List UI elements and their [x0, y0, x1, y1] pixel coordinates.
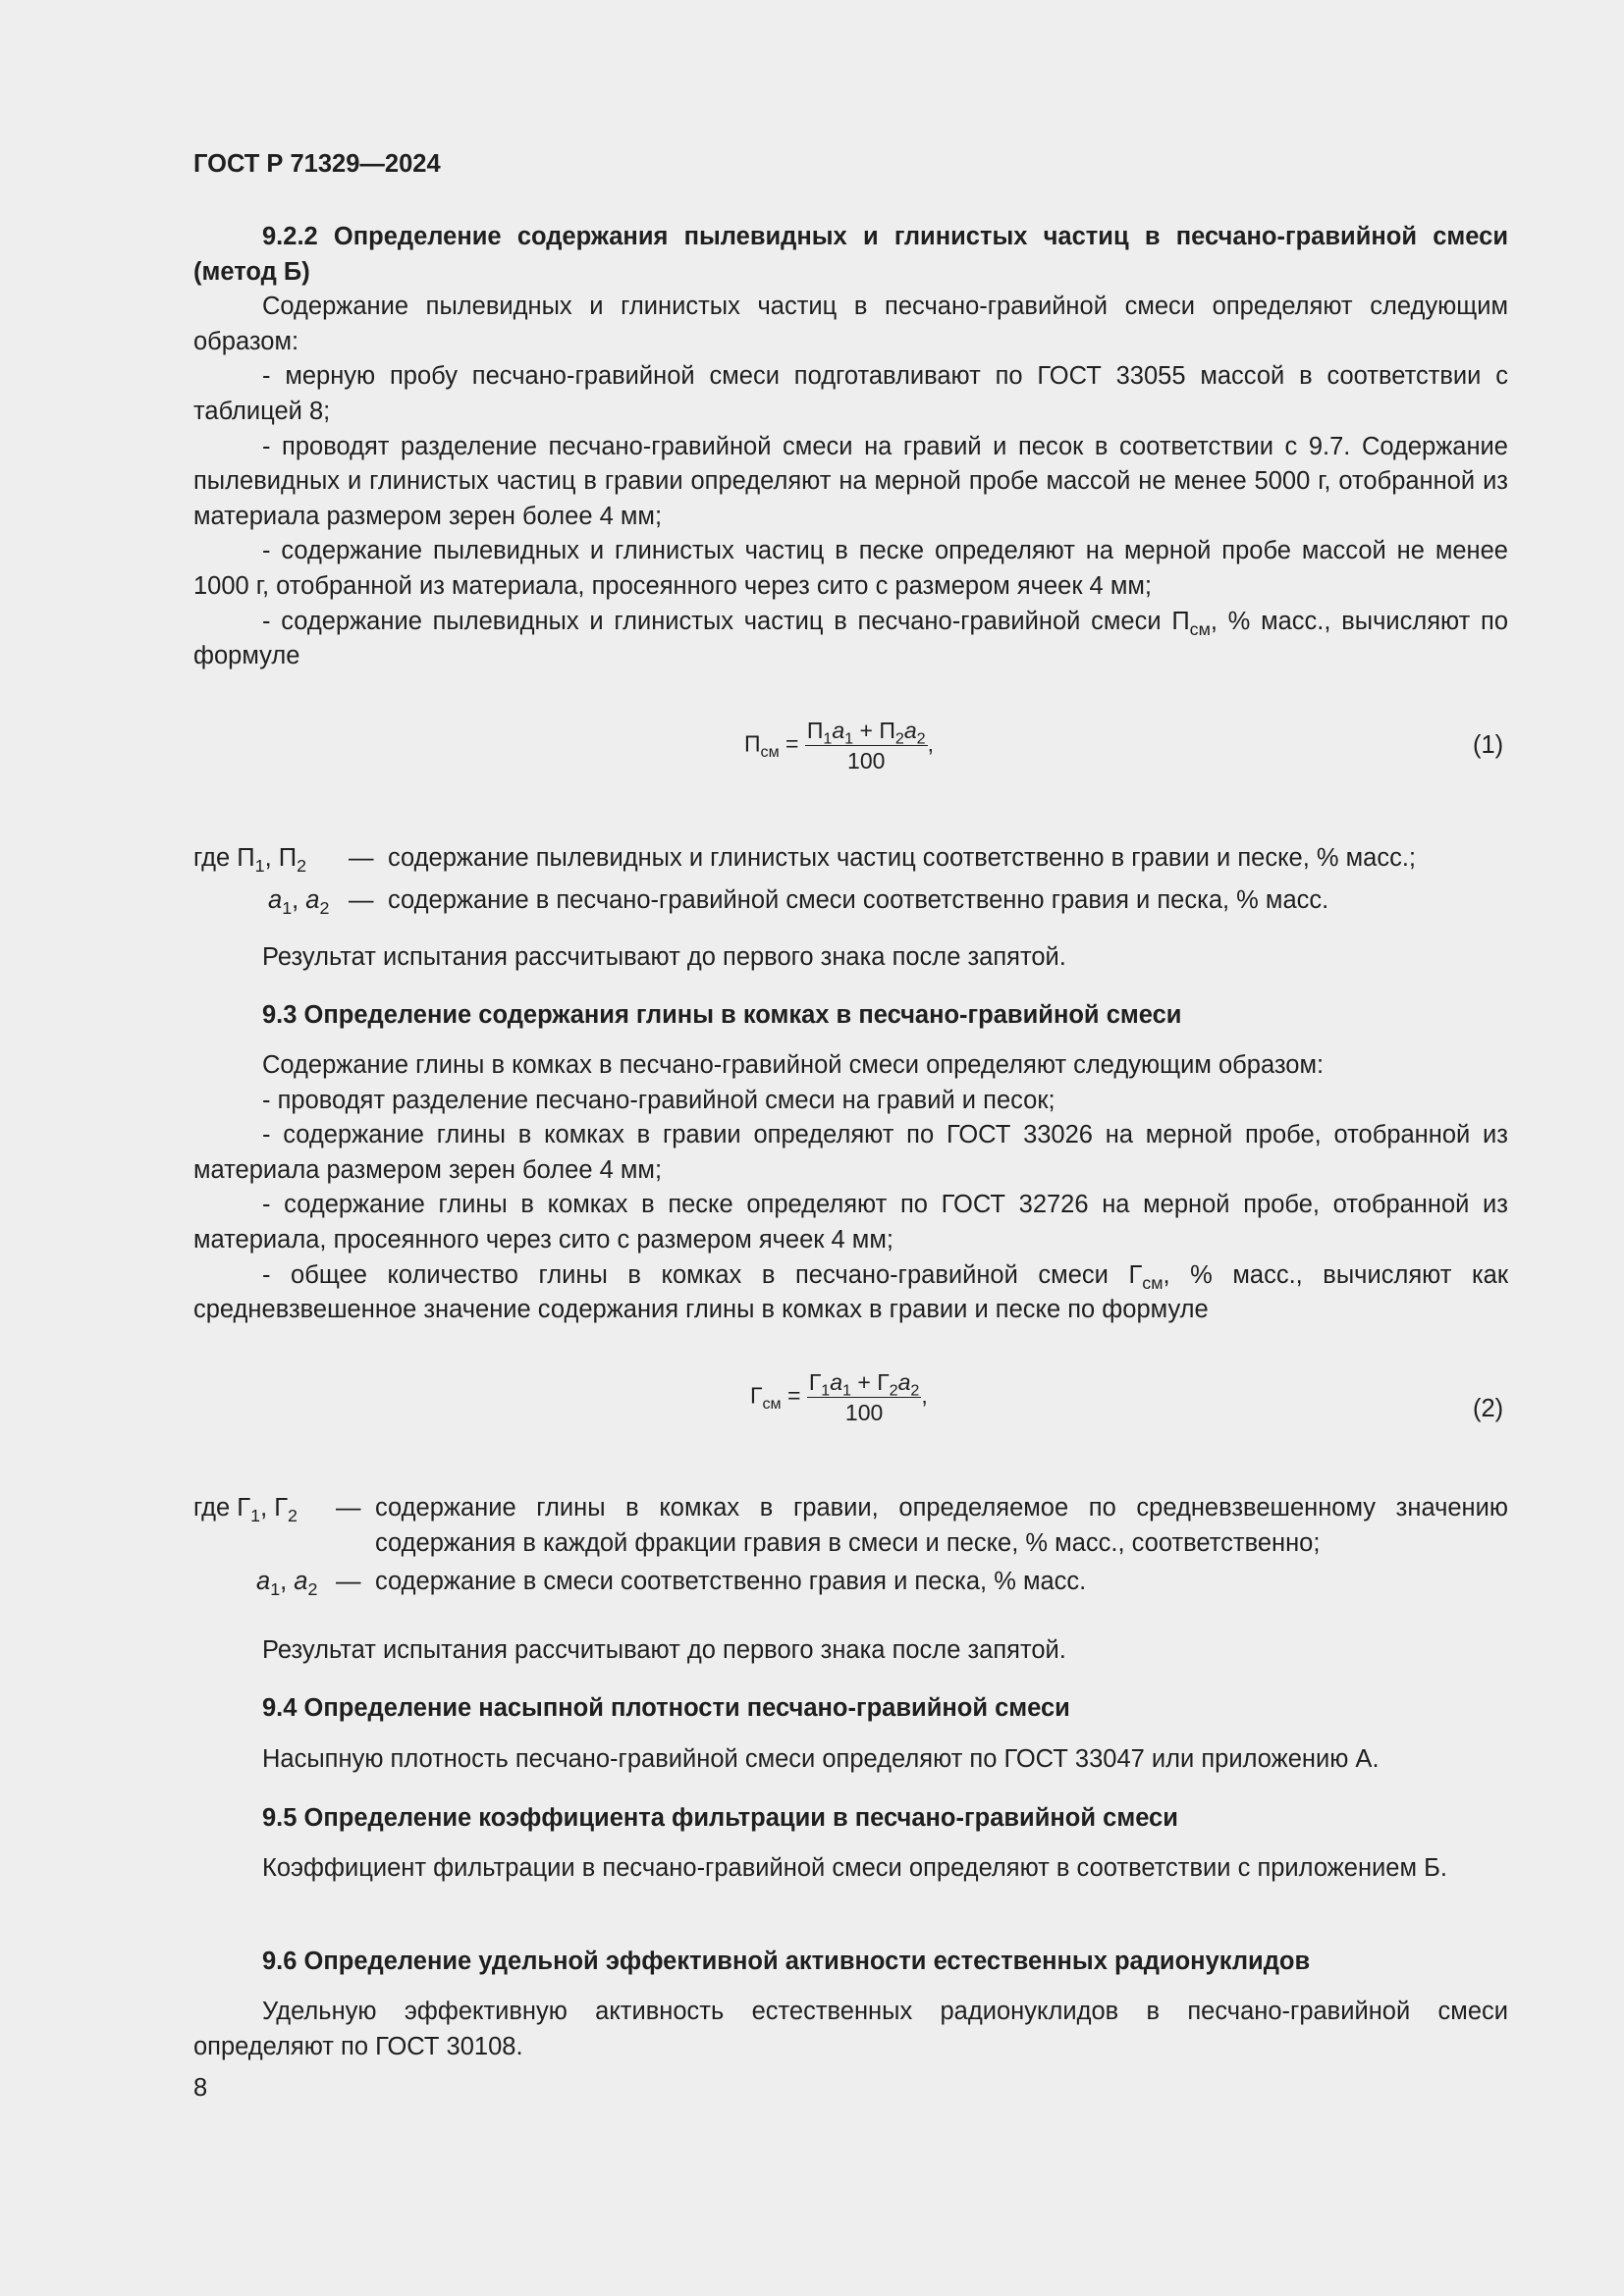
paragraph: Результат испытания рассчитывают до первого знака после запятой.	[262, 943, 1066, 971]
where-label: $a_1$, $a_2$	[268, 886, 330, 919]
list-item: - содержание пылевидных и глинистых частиц в песчано-гравийной смеси $П_{см}$, % масс., вычисляют по формуле	[193, 607, 1508, 670]
section-title: 9.5 Определение коэффициента фильтрации в песчано-гравийной смеси	[262, 1804, 1178, 1832]
document-header: ГОСТ Р 71329—2024	[193, 150, 441, 178]
list-item: - проводят разделение песчано-гравийной смеси на гравий и песок;	[262, 1086, 1056, 1114]
formula-2: $Г_{см}$ = $\frac{Г_1a_1 + Г_2a_2}{100}$ ,	[750, 1369, 928, 1425]
formula-number: (1)	[1473, 731, 1504, 759]
list-item: - мерную пробу песчано-гравийной смеси подготавливают по ГОСТ 33055 массой в соответствии с таблицей 8;	[193, 362, 1508, 425]
formula-1: $П_{см}$ = $\frac{П_1a_1 + П_2a_2}{100}$ ,	[744, 718, 934, 774]
where-label: где $Г_1$, $Г_2$	[193, 1494, 298, 1526]
formula-number: (2)	[1473, 1395, 1504, 1422]
where-dash: —	[336, 1568, 361, 1595]
paragraph: Содержание пылевидных и глинистых частиц в песчано-гравийной смеси определяют следующим образом:	[193, 293, 1508, 355]
where-label: где $П_1$, $П_2$	[193, 844, 307, 877]
paragraph: Коэффициент фильтрации в песчано-гравийной смеси определяют в соответствии с приложением Б.	[262, 1854, 1447, 1882]
section-title: 9.2.2 Определение содержания пылевидных и глинистых частиц в песчано-гравийной смеси (метод Б)	[193, 223, 1508, 286]
section-9-2-2	[193, 220, 1508, 674]
where-label: $a_1$, $a_2$	[256, 1568, 318, 1600]
paragraph: Содержание глины в комках в песчано-гравийной смеси определяют следующим образом:	[262, 1051, 1325, 1079]
where-text: содержание в песчано-гравийной смеси соответственно гравия и песка, % масс.	[388, 886, 1329, 914]
paragraph: Насыпную плотность песчано-гравийной смеси определяют по ГОСТ 33047 или приложению А.	[262, 1745, 1380, 1773]
list-item: - содержание глины в комках в гравии определяют по ГОСТ 33026 на мерной пробе, отобранной из материала размером зерен более 4 мм;	[193, 1121, 1508, 1184]
where-dash: —	[349, 886, 374, 914]
list-item: - содержание пылевидных и глинистых частиц в песке определяют на мерной пробе массой не менее 1000 г, отобранной из материала, просеянного через сито с размером ячеек 4 мм;	[193, 537, 1508, 600]
list-item: - общее количество глины в комках в песчано-гравийной смеси $Г_{см}$, % масс., вычисляют как средневзвешенное значение содержания глины в комках в гравии и песке по формуле	[193, 1260, 1509, 1324]
paragraph: Удельную эффективную активность естественных радионуклидов в песчано-гравийной смеси определяют по ГОСТ 30108.	[193, 1998, 1508, 2060]
section-9-3	[193, 1048, 1508, 1328]
where-text: содержание в смеси соответственно гравия и песка, % масс.	[375, 1568, 1087, 1595]
where-dash: —	[336, 1494, 361, 1522]
list-item: - содержание глины в комках в песке определяют по ГОСТ 32726 на мерной пробе, отобранной из материала, просеянного через сито с размером ячеек 4 мм;	[193, 1191, 1508, 1254]
list-item: - проводят разделение песчано-гравийной смеси на гравий и песок в соответствии с 9.7. Содержание пылевидных и глинистых частиц в гравии определяют на мерной пробе массой не менее 5000 г, отобранной из материала размером зерен более 4 мм;	[193, 432, 1508, 530]
where-text: содержание глины в комках в гравии, определяемое по средневзвешенному значению содержания в каждой фракции гравия в смеси и песке, % масс., соответственно;	[375, 1494, 1508, 1557]
where-dash: —	[349, 844, 374, 872]
section-title: 9.6 Определение удельной эффективной активности естественных радионуклидов	[262, 1948, 1311, 1975]
section-title: 9.4 Определение насыпной плотности песчано-гравийной смеси	[262, 1694, 1070, 1722]
paragraph: Результат испытания рассчитывают до первого знака после запятой.	[262, 1636, 1066, 1664]
page-number: 8	[193, 2074, 208, 2102]
where-text: содержание пылевидных и глинистых частиц соответственно в гравии и песке, % масс.;	[388, 844, 1417, 872]
section-title: 9.3 Определение содержания глины в комках в песчано-гравийной смеси	[262, 1001, 1182, 1029]
